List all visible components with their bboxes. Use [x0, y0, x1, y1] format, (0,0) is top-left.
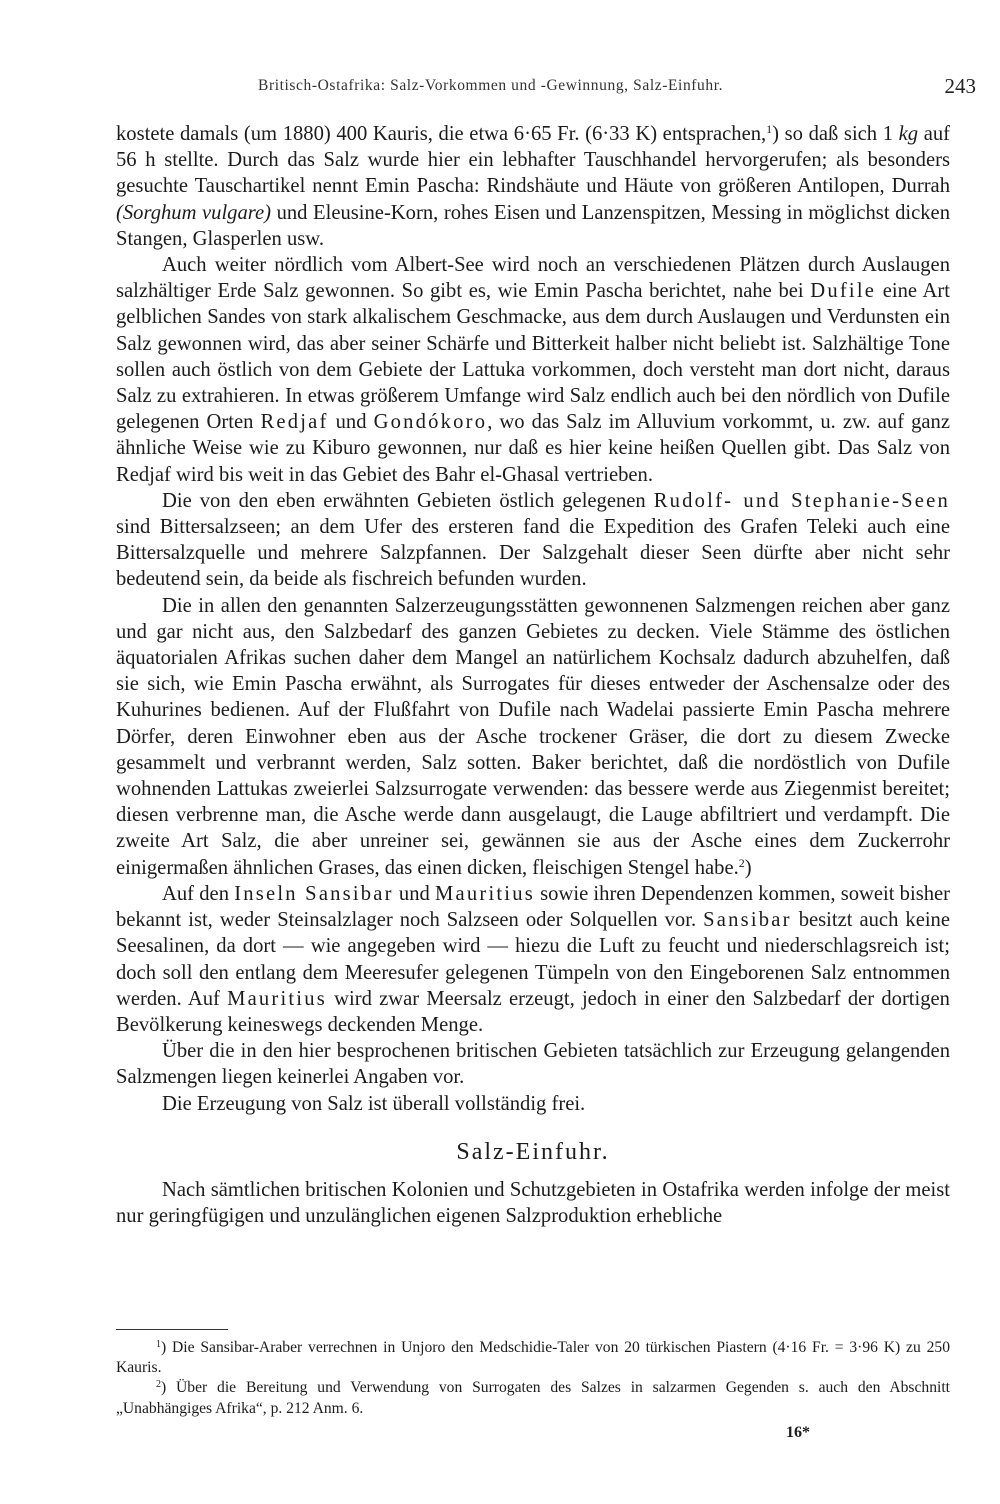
paragraph-1: kostete damals (um 1880) 400 Kauris, die etwa 6·65 Fr. (6·33 K) entsprachen,$^1$) so daß sich 1 kg auf 56 h stellte. Durch das Salz wurde hier ein lebhafter Tauschhandel hervorgerufen; als besonders gesuchte Tauschartikel nennt Emin Pascha: Rindshäute und Häute von größeren Antilopen, Durrah (Sorghum vulgare) und Eleusine-Korn, rohes Eisen und Lanzenspitzen, Messing in möglichst dicken Stangen, Glasperlen usw.: [116, 122, 950, 250]
footnote-2: $^2$) Über die Bereitung und Verwendung von Surrogaten des Salzes in salzarmen Gegenden s. auch den Abschnitt „Unabhängiges Afrika“, p. 212 Anm. 6.: [116, 1379, 950, 1417]
page-number: 243: [944, 74, 976, 98]
running-title: Britisch-Ostafrika: Salz-Vorkommen und -Gewinnung, Salz-Einfuhr.: [258, 77, 724, 94]
paragraph-3: Die von den eben erwähnten Gebieten östlich gelegenen Rudolf- und Stephanie-Seen sind Bittersalzseen; an dem Ufer des ersteren fand die Expedition des Grafen Teleki auch eine Bittersalzquelle und mehrere Salzpfannen. Der Salzgehalt dieser Seen dürfte aber nicht sehr bedeutend sein, da beide als fischreich befunden wurden.: [116, 489, 950, 591]
paragraph-5: Auf den Inseln Sansibar und Mauritius sowie ihren Dependenzen kommen, soweit bisher bekannt ist, weder Steinsalzlager noch Salzseen oder Solquellen vor. Sansibar besitzt auch keine Seesalinen, da dort — wie angegeben wird — hiezu die Luft zu feucht und niederschlagsreich ist; doch soll den entlang dem Meeresufer gelegenen Tümpeln von den Eingeborenen Salz entnommen werden. Auf Mauritius wird zwar Meersalz erzeugt, jedoch in einer den Salzbedarf der dortigen Bevölkerung keineswegs deckenden Menge.: [116, 882, 951, 1036]
footnote-1: $^1$) Die Sansibar-Araber verrechnen in Unjoro den Medschidie-Taler von 20 türkischen Piastern (4·16 Fr. = 3·96 K) zu 250 Kauris.: [116, 1339, 950, 1377]
footnotes: [116, 1338, 950, 1419]
page-header: [258, 74, 976, 101]
footnote-ref-1[interactable]: 1: [766, 122, 773, 136]
paragraph-6: Über die in den hier besprochenen britischen Gebieten tatsächlich zur Erzeugung gelangenden Salzmengen liegen keinerlei Angaben vor.: [116, 1040, 950, 1089]
footnote-divider: [116, 1329, 228, 1330]
paragraph-8: Nach sämtlichen britischen Kolonien und Schutzgebieten in Ostafrika werden infolge der meist nur geringfügigen und unzulänglichen eigenen Salzproduktion erhebliche: [116, 1178, 950, 1227]
signature-mark: 16*: [786, 1424, 810, 1441]
footnote-ref-2[interactable]: 2: [738, 855, 745, 870]
section-heading: Salz-Einfuhr.: [456, 1138, 610, 1165]
paragraph-7: Die Erzeugung von Salz ist überall vollständig frei.: [162, 1092, 586, 1115]
paragraph-2: Auch weiter nördlich vom Albert-See wird noch an verschiedenen Plätzen durch Auslaugen salzhältiger Erde Salz gewonnen. So gibt es, wie Emin Pascha berichtet, nahe bei Dufile eine Art gelblichen Sandes von stark alkalischem Geschmacke, aus dem durch Auslaugen und Verdunsten ein Salz gewonnen wird, das aber seiner Schärfe und Bitterkeit halber nicht beliebt ist. Salzhältige Tone sollen auch östlich von dem Gebiete der Lattuka vorkommen, doch versteht man dort nicht, daraus Salz zu extrahieren. In etwas größerem Umfange wird Salz endlich auch bei den nördlich von Dufile gelegenen Orten Redjaf und Gondókoro, wo das Salz im Alluvium vorkommt, u. zw. auf ganz ähnliche Weise wie zu Kiburo gewonnen, nur daß es hier keine heißen Quellen gibt. Das Salz von Redjaf wird bis weit in das Gebiet des Bahr el-Ghasal vertrieben.: [116, 254, 950, 486]
main-text: [116, 121, 950, 1229]
paragraph-4: Die in allen den genannten Salzerzeugungsstätten gewonnenen Salzmengen reichen aber ganz und gar nicht aus, den Salzbedarf des ganzen Gebietes zu decken. Viele Stämme des östlichen äquatorialen Afrikas suchen daher dem Mangel an natürlichem Kochsalz dadurch abzuhelfen, daß sie sich, wie Emin Pascha erwähnt, als Surrogates für dieses entweder der Aschensalze oder des Kuhurines bedienen. Auf der Flußfahrt von Dufile nach Wadelai passierte Emin Pascha mehrere Dörfer, deren Einwohner eben aus der Asche trockener Gräser, die dort zu diesem Zwecke gesammelt und verbrannt werden, Salz sotten. Baker berichtet, daß die nordöstlich von Dufile wohnenden Lattukas zweierlei Salzsurrogate verwenden: das bessere werde aus Ziegenmist bereitet; diesen verbrenne man, die Asche werde dann ausgelaugt, die Lauge abfiltriert und verdampft. Die zweite Art Salz, die aber unreiner sei, gewännen sie aus der Asche eines dem Zuckerrohr einigermaßen ähnlichen Grases, das einen dicken, fleischigen Stengel habe.$^2$): [116, 594, 950, 879]
